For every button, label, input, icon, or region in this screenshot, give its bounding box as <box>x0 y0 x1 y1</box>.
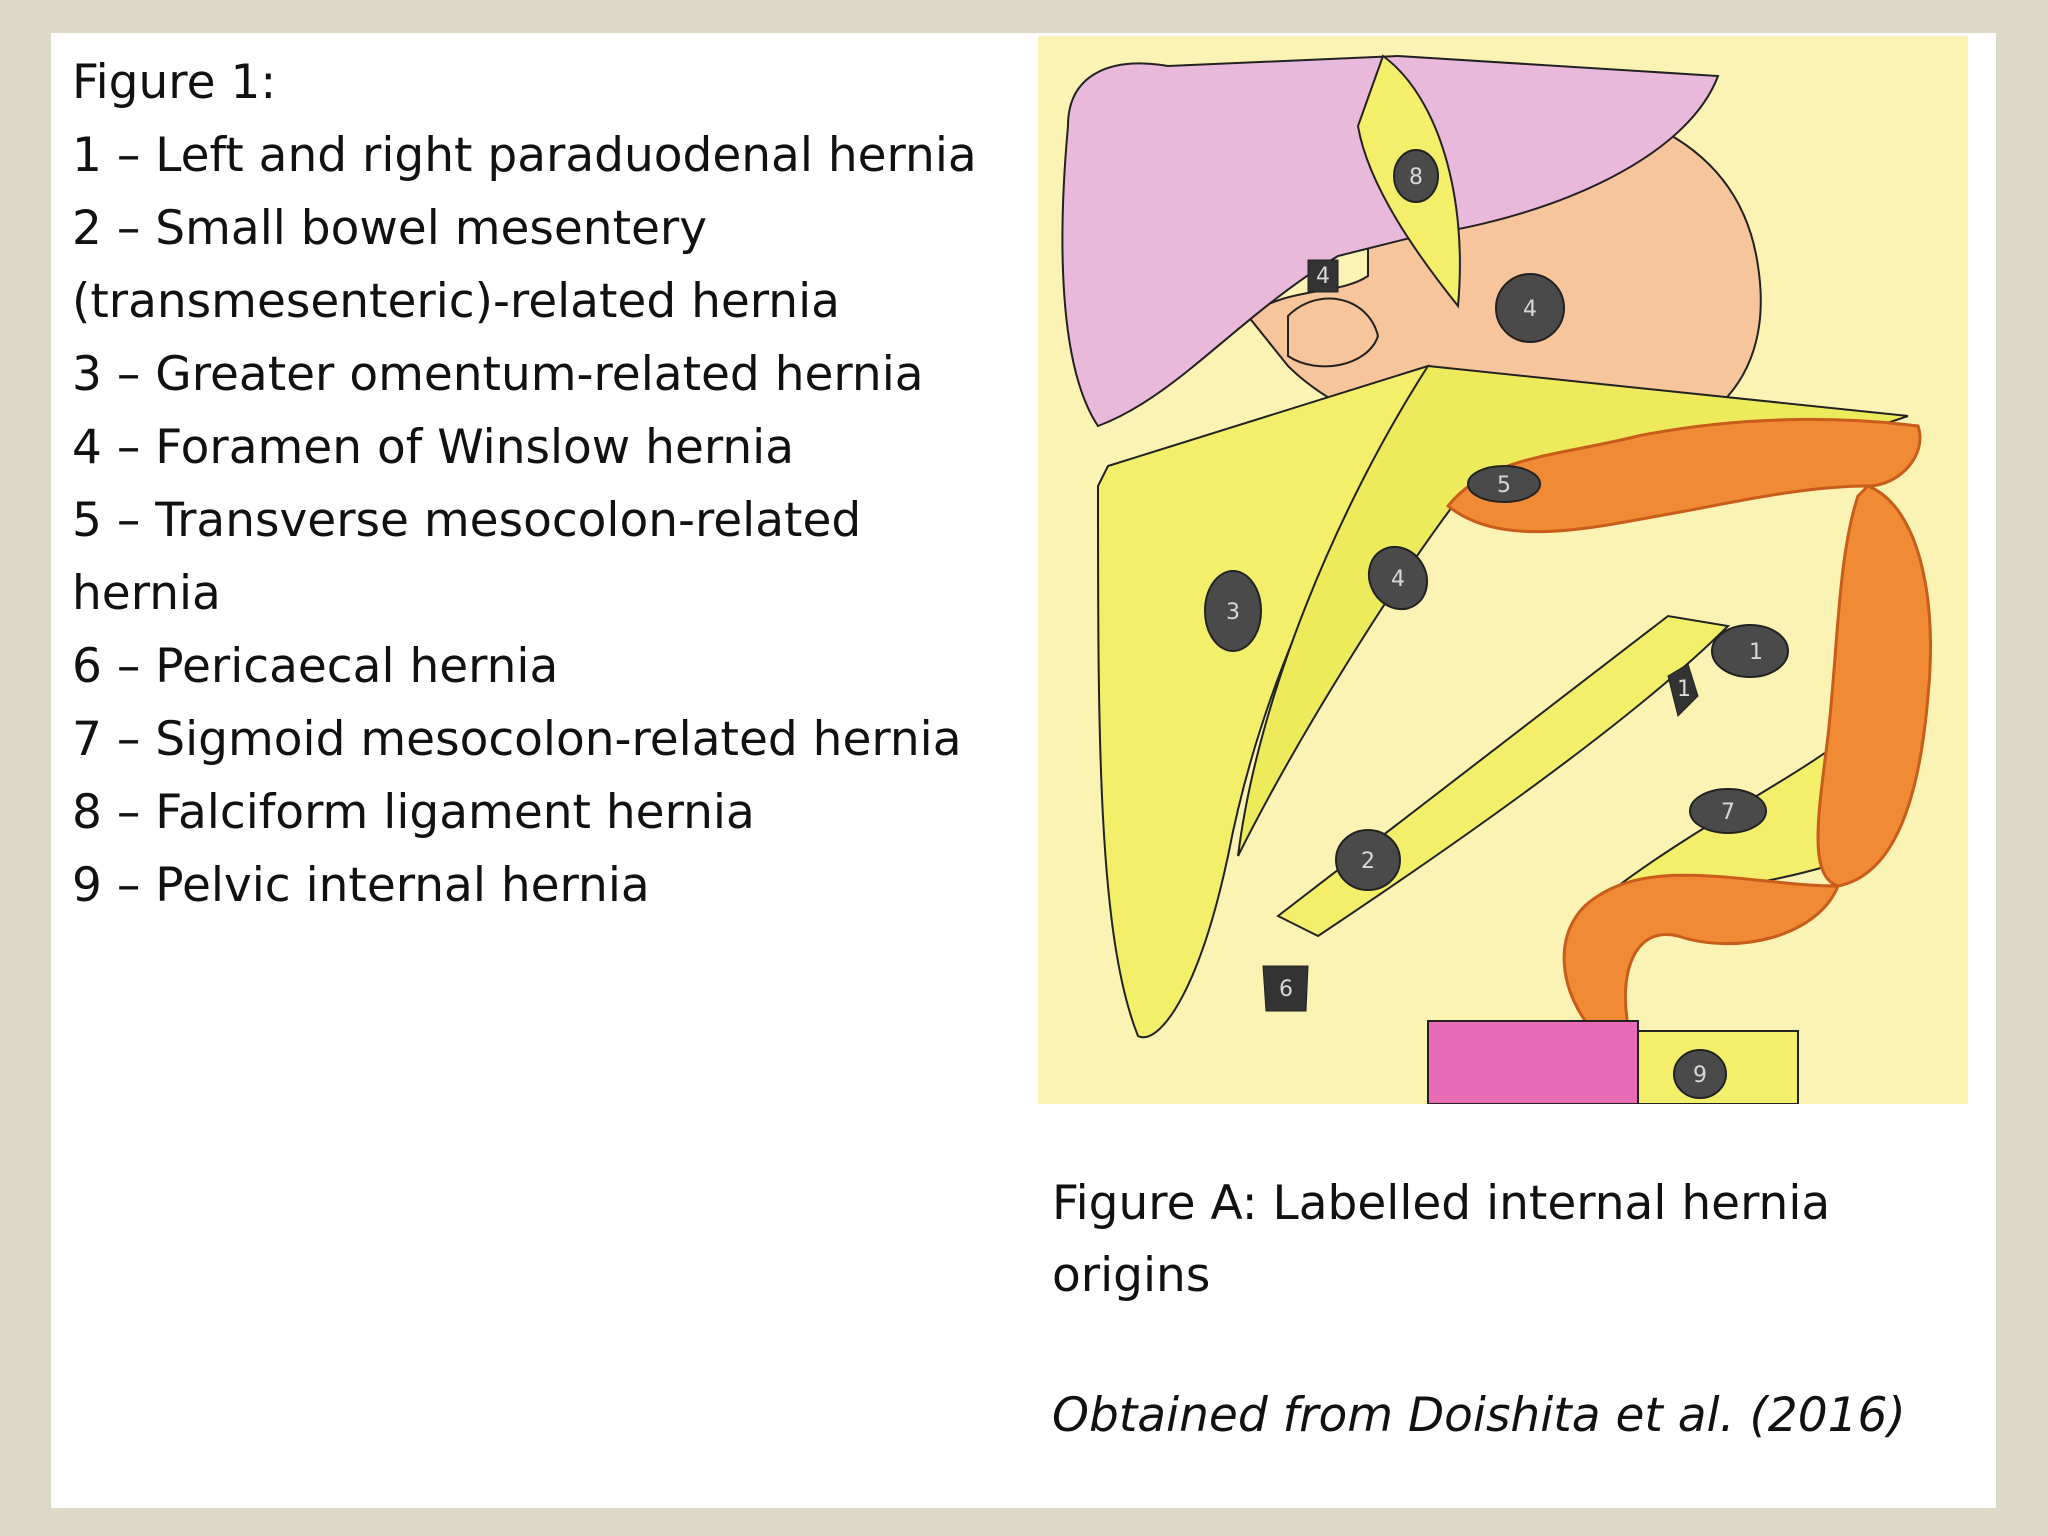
svg-text:1: 1 <box>1749 640 1763 665</box>
hernia-marker-3 <box>1205 571 1261 651</box>
figure-legend <box>72 46 1012 922</box>
svg-text:3: 3 <box>1226 600 1240 625</box>
bladder-shape <box>1428 1021 1638 1104</box>
svg-text:8: 8 <box>1409 165 1423 190</box>
hernia-marker-1-right <box>1712 625 1788 677</box>
legend-item-8: 8 – Falciform ligament hernia <box>72 785 755 840</box>
figure-citation: Obtained from Doishita et al. (2016) <box>1052 1388 1906 1443</box>
svg-text:2: 2 <box>1361 849 1375 874</box>
legend-item-6: 6 – Pericaecal hernia <box>72 639 559 694</box>
anatomy-svg <box>1038 36 1968 1104</box>
hernia-marker-5 <box>1468 466 1540 502</box>
hernia-marker-6 <box>1263 966 1308 1011</box>
legend-heading: Figure 1: <box>72 55 277 110</box>
legend-item-7: 7 – Sigmoid mesocolon-related hernia <box>72 712 962 767</box>
svg-text:4: 4 <box>1316 264 1330 289</box>
legend-item-3: 3 – Greater omentum-related hernia <box>72 347 924 402</box>
legend-item-1: 1 – Left and right paraduodenal hernia <box>72 128 977 183</box>
hernia-marker-4-stomach <box>1496 274 1564 342</box>
hernia-marker-2 <box>1336 830 1400 890</box>
hernia-marker-9 <box>1674 1050 1726 1098</box>
svg-text:6: 6 <box>1279 977 1293 1002</box>
hernia-marker-4-upper <box>1308 260 1338 292</box>
figure-caption: Figure A: Labelled internal hernia origins <box>1052 1176 1831 1303</box>
legend-item-4: 4 – Foramen of Winslow hernia <box>72 420 795 475</box>
hernia-marker-7 <box>1690 789 1766 833</box>
svg-text:5: 5 <box>1497 473 1511 498</box>
svg-text:4: 4 <box>1391 567 1405 592</box>
svg-text:4: 4 <box>1523 297 1537 322</box>
anatomy-illustration <box>1038 36 1968 1104</box>
legend-item-2: 2 – Small bowel mesentery (transmesenteric)-related hernia <box>72 201 840 329</box>
legend-item-9: 9 – Pelvic internal hernia <box>72 858 650 913</box>
legend-item-5: 5 – Transverse mesocolon-related hernia <box>72 493 862 621</box>
svg-text:7: 7 <box>1721 800 1735 825</box>
svg-text:9: 9 <box>1693 1063 1707 1088</box>
svg-text:1: 1 <box>1677 677 1691 702</box>
hernia-marker-8 <box>1394 150 1438 202</box>
